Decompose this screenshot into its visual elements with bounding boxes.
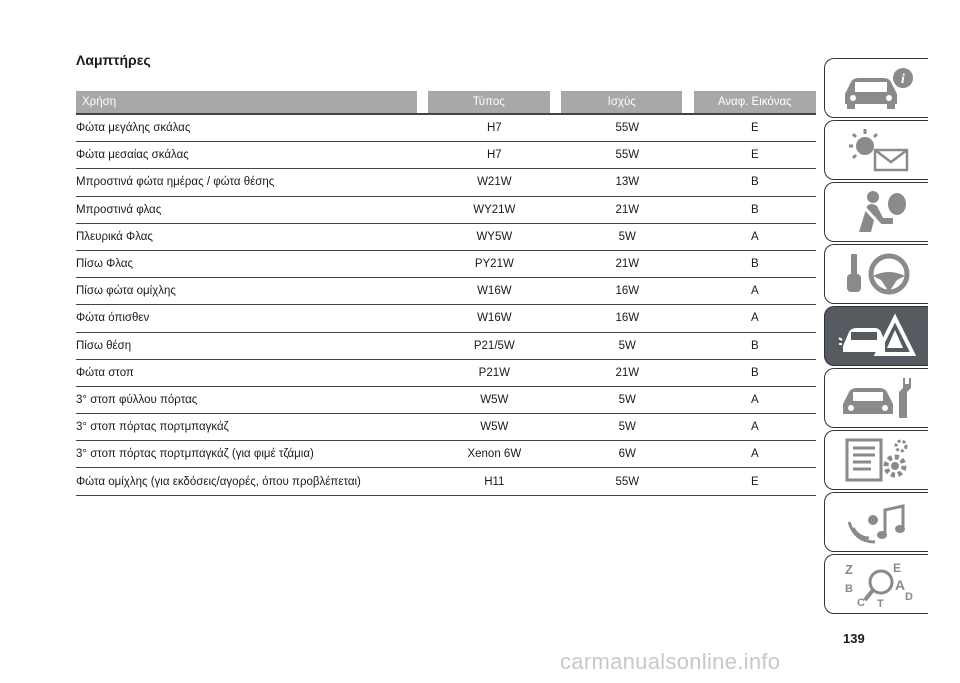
cell-power: 5W	[561, 333, 694, 360]
cell-power: 21W	[561, 360, 694, 387]
cell-power: 6W	[561, 441, 694, 468]
cell-power: 55W	[561, 142, 694, 169]
index-letter: D	[904, 591, 913, 603]
cell-power: 5W	[561, 387, 694, 414]
cell-ref: A	[694, 224, 816, 251]
cell-use: Πίσω φώτα ομίχλης	[76, 278, 428, 305]
table-row	[76, 197, 816, 224]
cell-power: 16W	[561, 278, 694, 305]
cell-type: W16W	[428, 305, 561, 332]
cell-ref: B	[694, 169, 816, 196]
cell-power: 21W	[561, 251, 694, 278]
tab-starting-driving[interactable]	[824, 244, 928, 304]
header-power: Ισχύς	[561, 91, 682, 113]
car-maintenance-wrench-icon	[837, 374, 917, 422]
cell-type: H7	[428, 142, 561, 169]
cell-type: PY21W	[428, 251, 561, 278]
cell-power: 55W	[561, 113, 694, 142]
cell-ref: B	[694, 360, 816, 387]
cell-type: W16W	[428, 278, 561, 305]
index-letter: B	[844, 583, 853, 595]
header-type: Τύπος	[428, 91, 550, 113]
cell-ref: E	[694, 142, 816, 169]
cell-use: 3° στοπ πόρτας πορτμπαγκάζ	[76, 414, 428, 441]
cell-power: 21W	[561, 197, 694, 224]
table-row	[76, 360, 816, 387]
cell-use: Μπροστινά φώτα ημέρας / φώτα θέσης	[76, 169, 428, 196]
tab-index[interactable]	[824, 554, 928, 614]
cell-use: Φώτα στοπ	[76, 360, 428, 387]
cell-use: 3° στοπ πόρτας πορτμπαγκάζ (για φιμέ τζάμια)	[76, 441, 428, 468]
table-row	[76, 113, 816, 142]
cell-use: Φώτα όπισθεν	[76, 305, 428, 332]
table-row	[76, 333, 816, 360]
cell-power: 16W	[561, 305, 694, 332]
alphabetical-index-icon	[837, 560, 917, 608]
cell-ref: A	[694, 305, 816, 332]
multimedia-music-icon	[837, 498, 917, 546]
specifications-gear-icon	[837, 436, 917, 484]
table-row	[76, 441, 816, 468]
tab-car-info[interactable]	[824, 58, 928, 118]
table-row	[76, 278, 816, 305]
cell-ref: A	[694, 387, 816, 414]
table-row	[76, 251, 816, 278]
cell-ref: A	[694, 414, 816, 441]
cell-type: W5W	[428, 387, 561, 414]
cell-type: H11	[428, 468, 561, 495]
cell-use: Μπροστινά φλας	[76, 197, 428, 224]
table-row	[76, 414, 816, 441]
cell-power: 55W	[561, 468, 694, 495]
index-letter: Z	[844, 562, 853, 577]
cell-use: Φώτα μεγάλης σκάλας	[76, 113, 428, 142]
watermark: carmanualsonline.info	[560, 649, 781, 674]
cell-power: 5W	[561, 224, 694, 251]
tab-multimedia[interactable]	[824, 492, 928, 552]
cell-ref: B	[694, 197, 816, 224]
cell-use: Φώτα μεσαίας σκάλας	[76, 142, 428, 169]
warning-lights-message-icon	[837, 126, 917, 174]
cell-ref: E	[694, 113, 816, 142]
car-info-icon	[837, 64, 917, 112]
cell-type: P21/5W	[428, 333, 561, 360]
index-letter: A	[894, 577, 905, 593]
tab-emergency[interactable]	[824, 306, 928, 366]
cell-use: Φώτα ομίχλης (για εκδόσεις/αγορές, όπου προβλέπεται)	[76, 468, 428, 495]
cell-ref: E	[694, 468, 816, 495]
cell-ref: A	[694, 441, 816, 468]
seatbelt-airbag-icon	[837, 188, 917, 236]
cell-ref: B	[694, 251, 816, 278]
breakdown-warning-triangle-icon	[837, 312, 917, 360]
bulbs-table	[76, 91, 816, 496]
cell-type: WY5W	[428, 224, 561, 251]
table-row	[76, 169, 816, 196]
table-row	[76, 142, 816, 169]
cell-use: Πίσω Φλας	[76, 251, 428, 278]
cell-ref: A	[694, 278, 816, 305]
cell-type: P21W	[428, 360, 561, 387]
table-row	[76, 468, 816, 495]
cell-type: Xenon 6W	[428, 441, 561, 468]
cell-power: 5W	[561, 414, 694, 441]
cell-type: W5W	[428, 414, 561, 441]
tab-specifications[interactable]	[824, 430, 928, 490]
tab-safety[interactable]	[824, 182, 928, 242]
page-title: Λαμπτήρες	[76, 52, 151, 68]
index-letter: T	[876, 598, 884, 608]
index-letter: C	[856, 597, 865, 608]
cell-use: 3° στοπ φύλλου πόρτας	[76, 387, 428, 414]
tab-warning-lights[interactable]	[824, 120, 928, 180]
key-steering-wheel-icon	[837, 250, 917, 298]
header-ref: Αναφ. Εικόνας	[694, 91, 816, 113]
table-row	[76, 305, 816, 332]
header-use: Χρήση	[76, 91, 417, 113]
cell-power: 13W	[561, 169, 694, 196]
cell-type: H7	[428, 113, 561, 142]
index-letter: E	[892, 561, 901, 575]
svg-text:i: i	[900, 72, 905, 87]
table-header-row	[76, 91, 816, 113]
cell-use: Πίσω θέση	[76, 333, 428, 360]
cell-ref: B	[694, 333, 816, 360]
tab-maintenance[interactable]	[824, 368, 928, 428]
cell-type: W21W	[428, 169, 561, 196]
cell-type: WY21W	[428, 197, 561, 224]
cell-use: Πλευρικά Φλας	[76, 224, 428, 251]
table-row	[76, 224, 816, 251]
page-number: 139	[843, 631, 865, 646]
table-row	[76, 387, 816, 414]
